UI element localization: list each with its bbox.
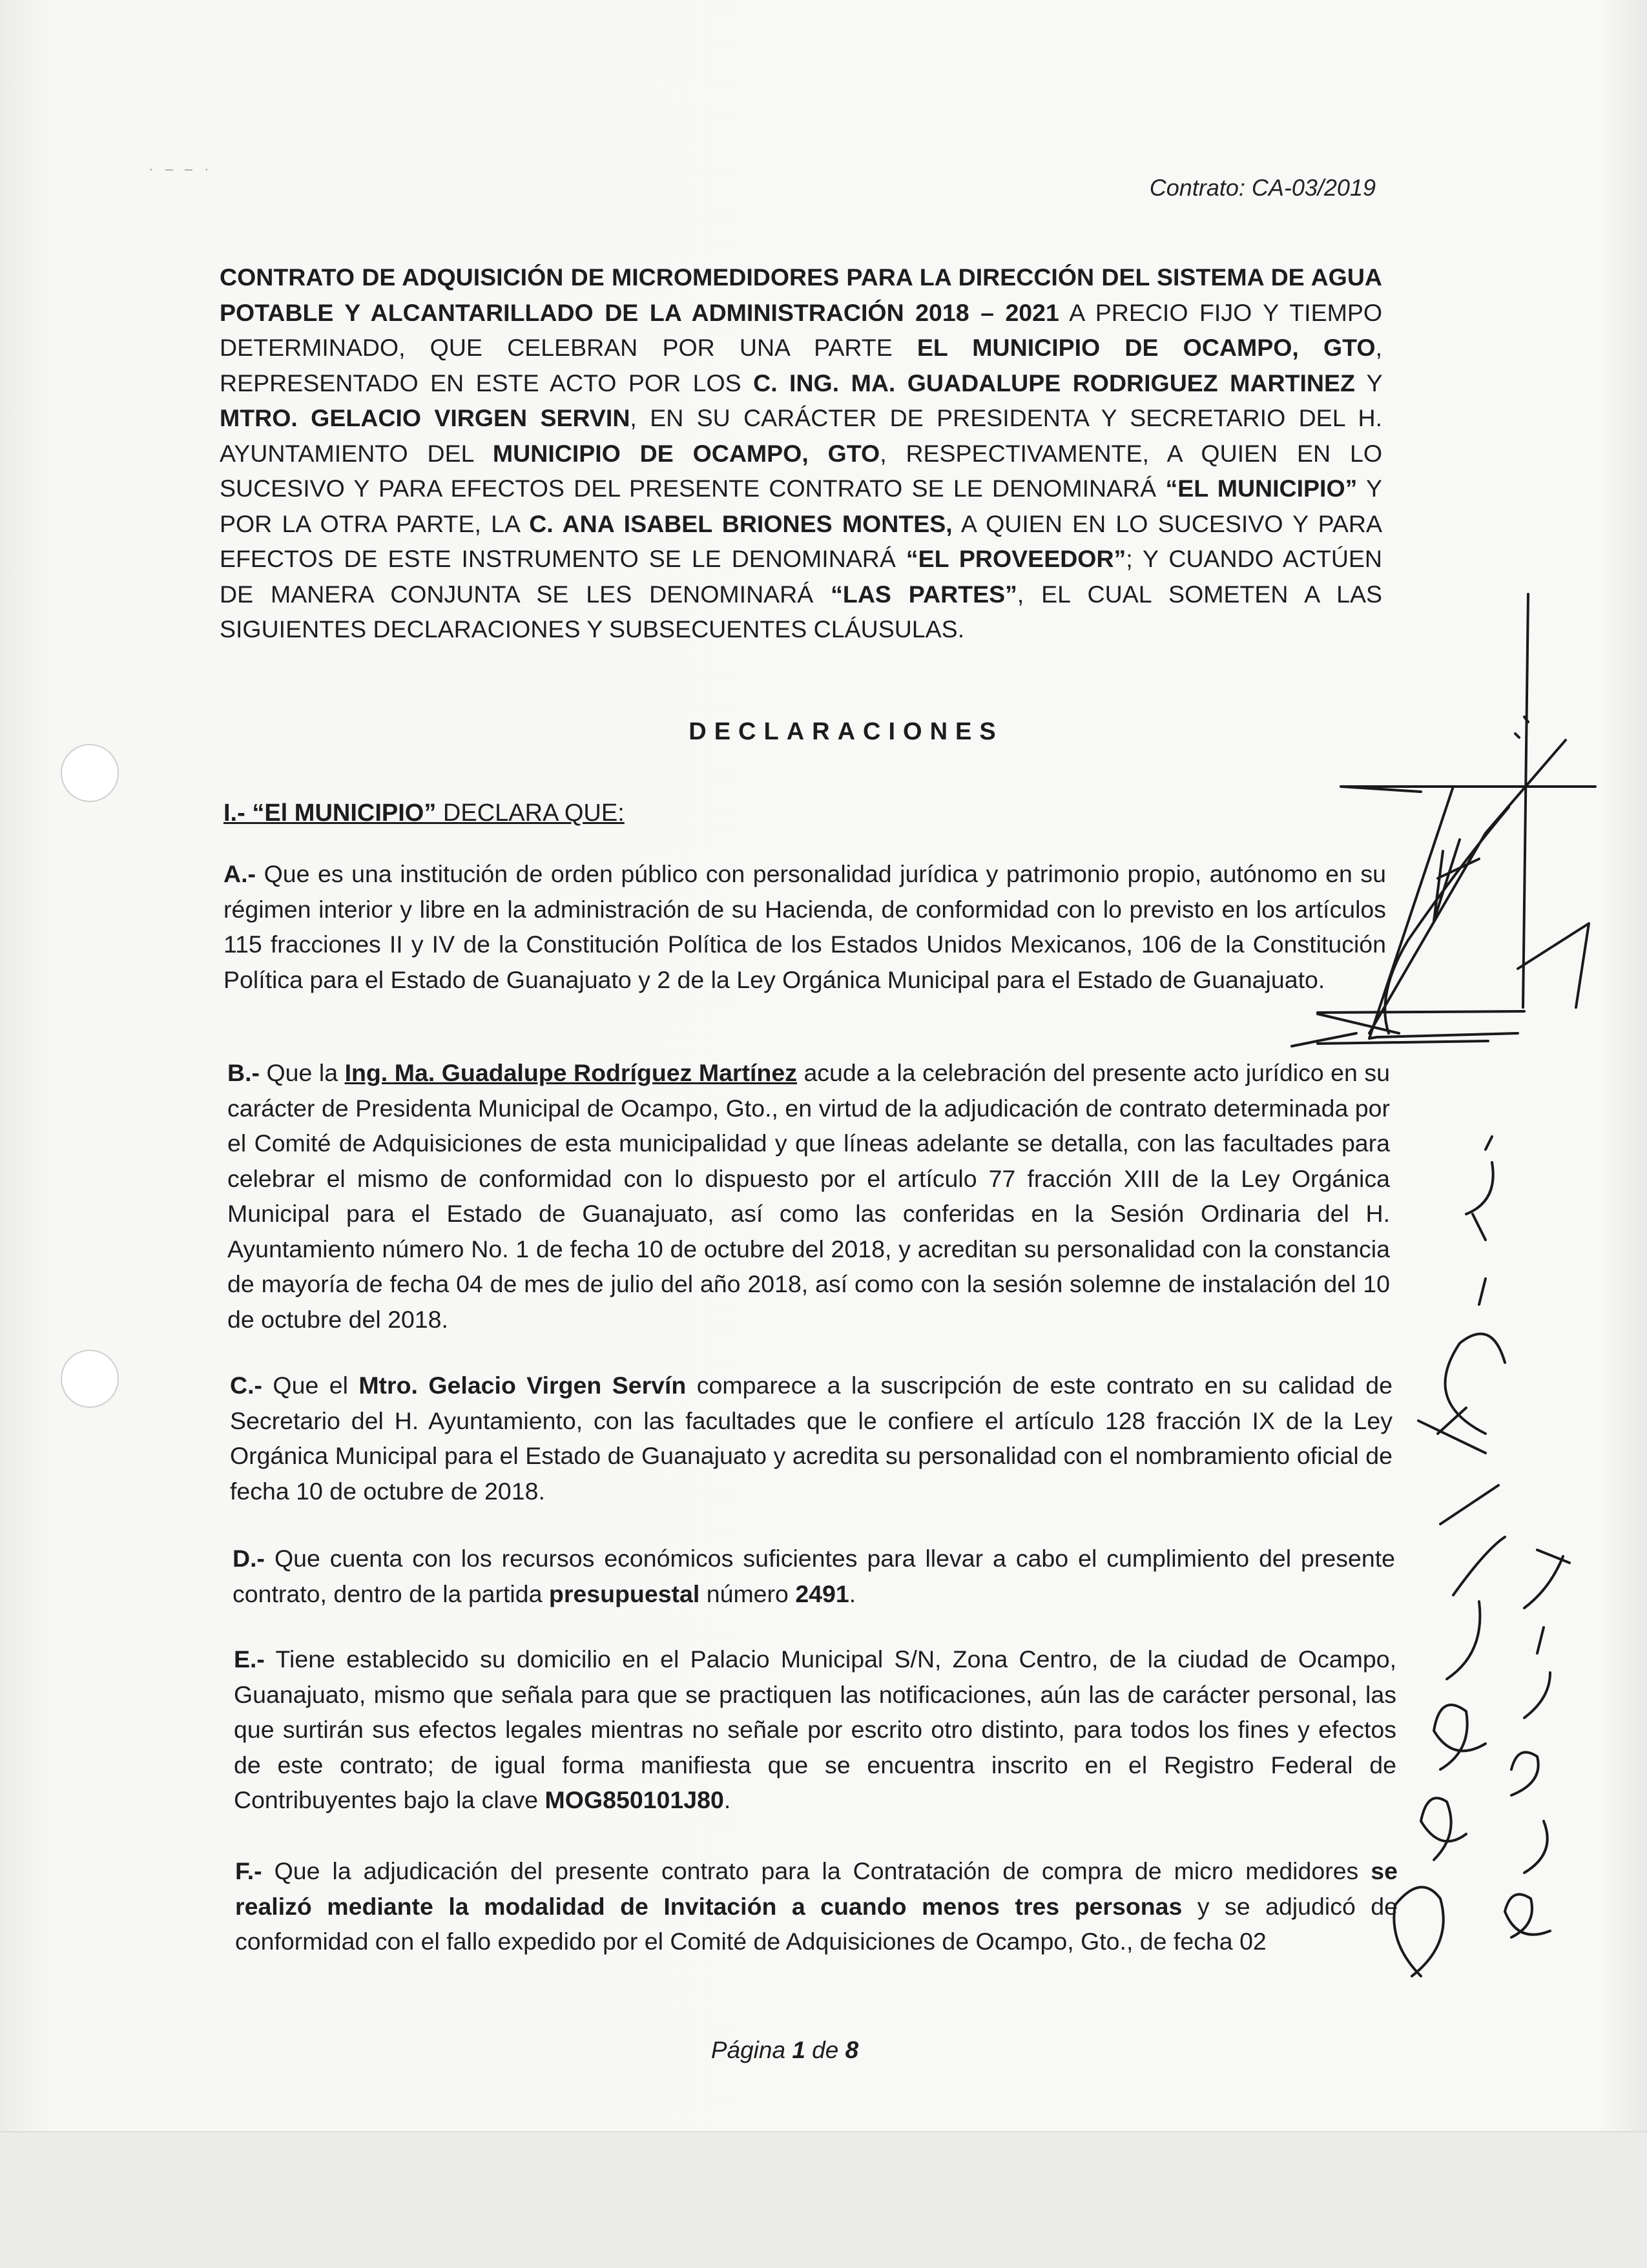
section-subheading: I.- “El MUNICIPIO” DECLARA QUE: (223, 799, 625, 827)
contract-reference: Contrato: CA-03/2019 (1149, 174, 1376, 201)
page-number: 1 (792, 2037, 805, 2063)
declaration-a: A.- Que es una institución de orden público con personalidad jurídica y patrimonio propio, autónomo en su régimen interior y libre en la administración de su Hacienda, de conformidad con lo previsto en los artículos 115 fracciones II y IV de la Constitución Política de los Estados Unidos Mexicanos, 106 de la Constitución Política para el Estado de Guanajuato y 2 de la Ley Orgánica Municipal para el Estado de Guanajuato. (223, 860, 1386, 993)
declaration-d: D.- Que cuenta con los recursos económicos suficientes para llevar a cabo el cumplimiento del presente contrato, dentro de la partida presupuestal número 2491. (233, 1545, 1395, 1607)
staple-mark: · ‒ ‒ · (149, 161, 213, 177)
rfc-code: MOG850101J80 (544, 1786, 724, 1813)
page-footer: Página 1 de 8 (710, 2037, 859, 2063)
page-total: 8 (845, 2037, 859, 2063)
signature-vertical-1 (1394, 1137, 1505, 1976)
declaration-e: E.- Tiene establecido su domicilio en el Palacio Municipal S/N, Zona Centro, de la ciudad de Ocampo, Guanajuato, mismo que señala para que se practiquen las notificaciones, aún las de carácter personal, las que surtirán sus efectos legales mientras no señale por escrito otro distinto, para todos los fines y efectos de este contrato; de igual forma manifiesta que se encuentra inscrito en el Registro Federal de Contribuyentes bajo la clave MOG850101J80. (234, 1645, 1396, 1813)
scan-bottom-margin (0, 2131, 1647, 2268)
signature-vertical-2 (1505, 1550, 1569, 1937)
president-name: Ing. Ma. Guadalupe Rodríguez Martínez (344, 1059, 797, 1086)
contract-title: CONTRATO DE ADQUISICIÓN DE MICROMEDIDORES PARA LA DIRECCIÓN DEL SISTEMA DE AGUA POTABLE Y ALCANTARILLADO DE LA ADMINISTRACIÓN 2018 – 2021 (220, 263, 1382, 326)
declaration-f: F.- Que la adjudicación del presente contrato para la Contratación de compra de micro medidores se realizó mediante la modalidad de Invitación a cuando menos tres personas y se adjudicó de conformidad con el fallo expedido por el Comité de Adquisiciones de Ocampo, Gto., de fecha 02 (235, 1857, 1398, 1955)
budget-item-number: 2491 (795, 1580, 849, 1607)
declaration-c: C.- Que el Mtro. Gelacio Virgen Servín comparece a la suscripción de este contrato en su calidad de Secretario del H. Ayuntamiento, con las facultades que le confiere el artículo 128 fracción IX de la Ley Orgánica Municipal para el Estado de Guanajuato y acredita su personalidad con el nombramiento oficial de fecha 10 de octubre de 2018. (230, 1372, 1393, 1505)
section-heading: DECLARACIONES (689, 718, 1004, 745)
intro-paragraph: CONTRATO DE ADQUISICIÓN DE MICROMEDIDORES PARA LA DIRECCIÓN DEL SISTEMA DE AGUA POTABLE Y ALCANTARILLADO DE LA ADMINISTRACIÓN 2018 – 2021 A PRECIO FIJO Y TIEMPO DETERMINADO, QUE CELEBRAN POR UNA PARTE EL MUNICIPIO DE OCAMPO, GTO, REPRESENTADO EN ESTE ACTO POR LOS C. ING. MA. GUADALUPE RODRIGUEZ MARTINEZ Y MTRO. GELACIO VIRGEN SERVIN, EN SU CARÁCTER DE PRESIDENTA Y SECRETARIO DEL H. AYUNTAMIENTO DEL MUNICIPIO DE OCAMPO, GTO, RESPECTIVAMENTE, A QUIEN EN LO SUCESIVO Y PARA EFECTOS DEL PRESENTE CONTRATO SE LE DENOMINARÁ “EL MUNICIPIO” Y POR LA OTRA PARTE, LA C. ANA ISABEL BRIONES MONTES, A QUIEN EN LO SUCESIVO Y PARA EFECTOS DE ESTE INSTRUMENTO SE LE DENOMINARÁ “EL PROVEEDOR”; Y CUANDO ACTÚEN DE MANERA CONJUNTA SE LES DENOMINARÁ “LAS PARTES”, EL CUAL SOMETEN A LAS SIGUIENTES DECLARACIONES Y SUBSECUENTES CLÁUSULAS. (220, 263, 1383, 643)
punch-hole-bottom (61, 1350, 119, 1408)
declaration-b: B.- Que la Ing. Ma. Guadalupe Rodríguez Martínez acude a la celebración del presente acto jurídico en su carácter de Presidenta Municipal de Ocampo, Gto., en virtud de la adjudicación de contrato determinada por el Comité de Adquisiciones de esta municipalidad y que líneas adelante se detalla, con las facultades para celebrar el mismo de conformidad con lo dispuesto por el artículo 77 fracción XIII de la Ley Orgánica Municipal para el Estado de Guanajuato, así como las conferidas en la Sesión Ordinaria del H. Ayuntamiento número No. 1 de fecha 10 de octubre del 2018, y acreditan su personalidad con la constancia de mayoría de fecha 04 de mes de julio del año 2018, así como con la sesión solemne de instalación del 10 de octubre del 2018. (227, 1059, 1391, 1333)
secretary-name: Mtro. Gelacio Virgen Servín (358, 1372, 687, 1399)
punch-hole-top (61, 744, 119, 802)
